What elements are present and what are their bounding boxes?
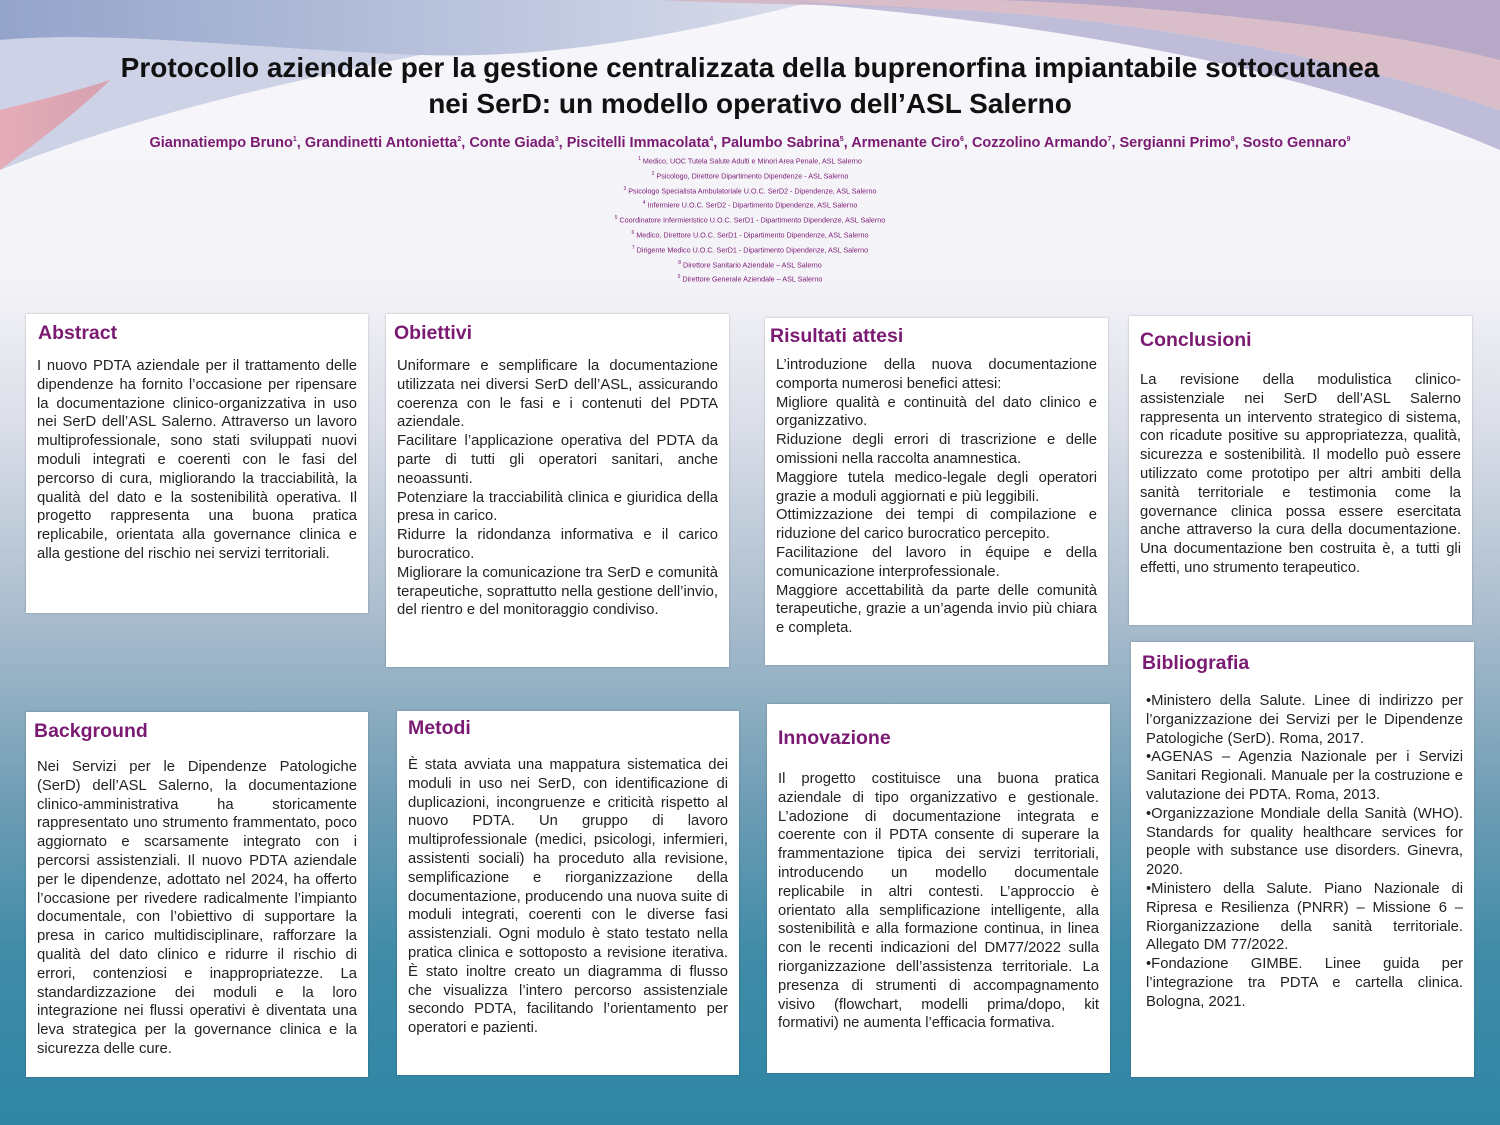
risultati-section	[765, 318, 1108, 665]
abstract-text: I nuovo PDTA aziendale per il trattamento delle dipendenze ha fornito l’occasione per ripensare la documentazione clinico-organizzativa in uso nei SerD dell’ASL Salerno. Attraverso un lavoro multiprofessionale, sono stati sviluppati nuovi moduli integrati e coerenti con le fasi del percorso di cura, migliorando la tracciabilità, la qualità del dato e la sostenibilità operativa. Il progetto rappresenta una buona pratica replicabile, orientata alla governance clinica e alla gestione del rischio nei servizi territoriali.	[37, 358, 357, 562]
affiliation-line	[0, 153, 1500, 168]
metodi-text: È stata avviata una mappatura sistematica dei moduli in uso nei SerD, con identificazione di duplicazioni, incongruenze e criticità rispetto al nuovo PDTA. Un gruppo di lavoro multiprofessionale (medici, psicologi, infermieri, assistenti sociali) ha proceduto alla revisione, semplificazione e riorganizzazione della documentazione, producendo una nuova suite di moduli integrati, coerenti con le diverse fasi assistenziali. Ogni modulo è stato testato nella pratica clinica e sottoposto a revisione iterativa. È stato inoltre creato un diagramma di flusso che visualizza l’intero percorso assistenziale secondo PDTA, facilitando l’orientamento per operatori e pazienti.	[408, 757, 728, 1037]
innovazione-section	[767, 704, 1110, 1073]
affiliation-number: 6	[631, 229, 635, 236]
obiettivi-item: Ridurre la ridondanza informativa e il carico burocratico.	[397, 527, 718, 562]
author-affiliation-number: 4	[709, 136, 714, 143]
affiliation-text: Psicologo, Direttore Dipartimento Dipendenze - ASL Salerno	[656, 171, 849, 181]
risultati-item: Facilitazione del lavoro in équipe e della comunicazione interprofessionale.	[776, 544, 1097, 580]
obiettivi-item: Uniformare e semplificare la documentazione utilizzata nei diversi SerD dell’ASL, assicurando coerenza con le fasi e i contenuti del PDTA aziendale.	[397, 358, 718, 431]
affiliation-text: Medico, UOC Tutela Salute Adulti e Minori Area Penale, ASL Salerno	[642, 156, 862, 166]
metodi-heading: Metodi	[408, 717, 471, 739]
author-affiliation-number: 6	[959, 136, 964, 143]
affiliation-number: 9	[677, 274, 681, 281]
bibliografia-entry: •AGENAS – Agenzia Nazionale per i Servizi Sanitari Regionali. Manuale per la costruzione e valutazione dei PDTA. Roma, 2013.	[1146, 749, 1463, 803]
bibliografia-entry: •Fondazione GIMBE. Linee guida per l’integrazione tra PDTA e cartella clinica. Bologna, 2021.	[1146, 956, 1463, 1010]
author-name: Giannatiempo Bruno	[149, 134, 293, 151]
bibliografia-section	[1131, 642, 1474, 1077]
conclusioni-section	[1129, 316, 1472, 625]
abstract-section	[26, 314, 368, 613]
obiettivi-heading: Obiettivi	[394, 322, 473, 344]
risultati-heading: Risultati attesi	[770, 325, 904, 347]
affiliation-line	[0, 271, 1500, 286]
risultati-item: Ottimizzazione dei tempi di compilazione e riduzione del carico burocratico percepito.	[776, 507, 1097, 543]
background-heading: Background	[34, 720, 148, 742]
author-affiliation-number: 9	[1346, 136, 1351, 143]
obiettivi-item: Potenziare la tracciabilità clinica e giuridica della presa in carico.	[397, 489, 718, 525]
affiliation-line	[0, 227, 1500, 242]
background-text: Nei Servizi per le Dipendenze Patologiche (SerD) dell’ASL Salerno, la documentazione clinico-amministrativa ha storicamente rappresentato uno strumento frammentato, poco aggiornato e scarsamente integrato con i percorsi assistenziali. Il nuovo PDTA aziendale per le dipendenze, adottato nel 2024, ha offerto l’occasione per rivedere radicalmente l’impianto documentale, con l’obiettivo di supportare la presa in carico multidisciplinare, rafforzare la qualità del dato clinico e ridurre il rischio di errori, contenziosi e inappropriatezze. La standardizzazione dei moduli e la loro integrazione nei flussi operativi è diventata una leva strategica per la governance clinica e la sicurezza delle cure.	[37, 759, 357, 1057]
affiliation-list	[0, 153, 1500, 286]
innovazione-text: Il progetto costituisce una buona pratica aziendale di tipo organizzativo e gestionale. L’adozione di documentazione integrata e coerente con il PDTA consente di superare la frammentazione tipica dei servizi territoriali, introducendo un modello documentale replicabile in altri contesti. L’approccio è orientato alla semplificazione intelligente, alla sostenibilità e alla formazione continua, in linea con le recenti indicazioni del DM77/2022 sulla riorganizzazione dell’assistenza territoriale. La presenza di strumenti di accompagnamento visivo (flowchart, modelli prima/dopo, kit formativi) ne aumenta l’efficacia formativa.	[778, 771, 1099, 1032]
affiliation-text: Direttore Sanitario Aziendale – ASL Salerno	[683, 259, 822, 269]
author-name: Conte Giada	[469, 134, 555, 151]
affiliation-text: Infermiere U.O.C. SerD2 - Dipartimento Dipendenze, ASL Salerno	[647, 200, 858, 210]
affiliation-number: 5	[614, 215, 618, 222]
affiliation-number: 2	[651, 170, 655, 177]
affiliation-number: 1	[638, 156, 641, 162]
conclusioni-text: La revisione della modulistica clinico-assistenziale nei SerD dell’ASL Salerno rappresenta un intervento strategico di sistema, con ricadute positive su appropriatezza, qualità, sicurezza e sostenibilità. Il modello può essere utilizzato come prototipo per altri ambiti della sanità territoriale e testimonia come la governance clinica possa essere esercitata anche attraverso la cura della documentazione. Una documentazione ben costruita è, a tutti gli effetti, uno strumento terapeutico.	[1140, 372, 1461, 576]
risultati-item: L’introduzione della nuova documentazione comporta numerosi benefici attesi:	[776, 357, 1097, 392]
affiliation-line	[0, 197, 1500, 212]
affiliation-number: 4	[642, 200, 646, 207]
affiliation-line	[0, 183, 1500, 198]
affiliation-line	[0, 257, 1500, 272]
author-affiliation-number: 3	[554, 136, 559, 143]
metodi-section	[397, 711, 739, 1075]
author-list: Giannatiempo Bruno$^1$, Grandinetti Antonietta$^2$, Conte Giada$^3$, Piscitelli Immacolata$^4$, Palumbo Sabrina$^5$, Armenante Ciro$^6$, Cozzolino Armando$^7$, Sergianni Primo$^8$, Sosto Gennaro$^9$	[149, 134, 1351, 151]
title-line-2: nei SerD: un modello operativo dell’ASL Salerno	[428, 88, 1072, 119]
bibliografia-entry: •Organizzazione Mondiale della Sanità (WHO). Standards for quality healthcare services for people with substance use disorders. Ginevra, 2020.	[1146, 805, 1463, 879]
conclusioni-heading: Conclusioni	[1140, 329, 1252, 351]
author-affiliation-number: 5	[839, 136, 844, 143]
title-line-1: Protocollo aziendale per la gestione centralizzata della buprenorfina impiantabile sottocutanea	[120, 52, 1380, 83]
author-name: Sosto Gennaro	[1242, 134, 1347, 151]
author-affiliation-number: 2	[457, 136, 462, 143]
author-name: Armenante Ciro	[851, 134, 960, 151]
bibliografia-entry: •Ministero della Salute. Piano Nazionale di Ripresa e Resilienza (PNRR) – Missione 6 – Riorganizzazione della sanità territoriale. Allegato DM 77/2022.	[1146, 880, 1463, 954]
obiettivi-item: Migliorare la comunicazione tra SerD e comunità terapeutiche, soprattutto nella gestione dell’invio, del rientro e del monitoraggio condiviso.	[397, 564, 718, 619]
abstract-heading: Abstract	[38, 322, 118, 344]
affiliation-number: 7	[631, 244, 635, 251]
affiliation-number: 3	[623, 185, 627, 192]
bibliografia-heading: Bibliografia	[1142, 652, 1250, 674]
obiettivi-section	[386, 314, 729, 667]
author-affiliation-number: 8	[1230, 136, 1235, 143]
affiliation-line	[0, 168, 1500, 183]
author-name: Piscitelli Immacolata	[566, 134, 710, 151]
affiliation-text: Psicologo Specialista Ambulatoriale U.O.C. SerD2 - Dipendenze, ASL Salerno	[628, 185, 877, 195]
author-name: Grandinetti Antonietta	[304, 134, 458, 151]
affiliation-text: Medico, Direttore U.O.C. SerD1 - Dipartimento Dipendenze, ASL Salerno	[636, 230, 869, 240]
risultati-item: Riduzione degli errori di trascrizione e delle omissioni nella raccolta anamnestica.	[776, 432, 1097, 467]
risultati-item: Maggiore tutela medico-legale degli operatori grazie a moduli aggiornati e più leggibili.	[776, 469, 1097, 505]
author-name: Palumbo Sabrina	[721, 134, 840, 151]
background-section	[26, 712, 368, 1077]
affiliation-line	[0, 212, 1500, 227]
author-affiliation-number: 1	[292, 136, 297, 143]
obiettivi-item: Facilitare l’applicazione operativa del PDTA da parte di tutti gli operatori sanitari, anche neoassunti.	[397, 433, 718, 487]
author-name: Cozzolino Armando	[971, 134, 1108, 151]
affiliation-line	[0, 242, 1500, 257]
author-affiliation-number: 7	[1107, 136, 1112, 143]
risultati-item: Maggiore accettabilità da parte delle comunità terapeutiche, grazie a un’agenda invio più chiara e completa.	[776, 582, 1097, 637]
affiliation-text: Dirigente Medico U.O.C. SerD1 - Dipartimento Dipendenze, ASL Salerno	[636, 245, 869, 255]
affiliation-text: Direttore Generale Aziendale – ASL Salerno	[682, 274, 823, 284]
affiliation-text: Coordinatore Infermieristico U.O.C. SerD1 - Dipartimento Dipendenze, ASL Salerno	[619, 215, 886, 225]
author-name: Sergianni Primo	[1119, 134, 1231, 151]
innovazione-heading: Innovazione	[778, 727, 891, 749]
affiliation-number: 8	[678, 259, 681, 266]
bibliografia-entry: •Ministero della Salute. Linee di indirizzo per l’organizzazione dei Servizi per le Dipendenze Patologiche (SerD). Roma, 2017.	[1146, 693, 1463, 747]
poster-title	[20, 50, 1480, 122]
risultati-item: Migliore qualità e continuità del dato clinico e organizzativo.	[776, 394, 1097, 430]
